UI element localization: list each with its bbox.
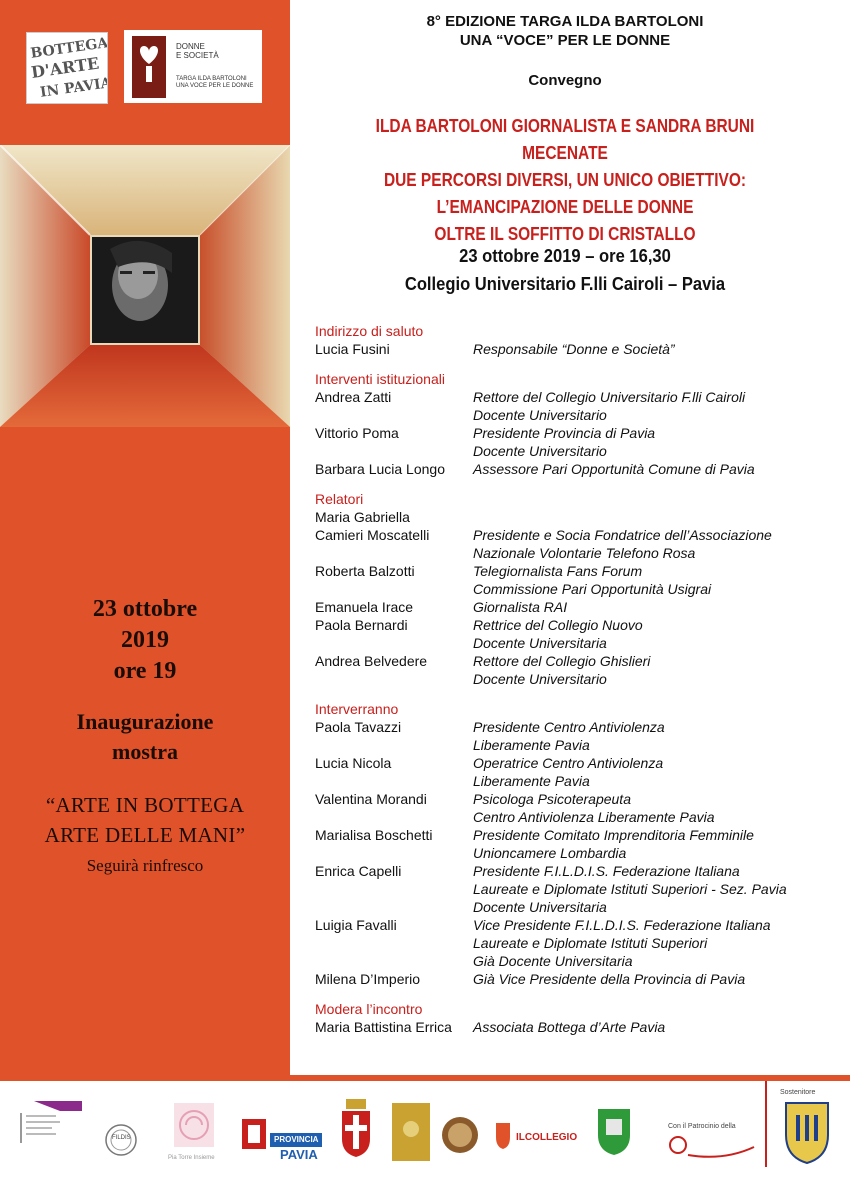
speaker-role: Laureate e Diplomate Istituti Superiori <box>473 935 708 951</box>
pavia-crest-icon <box>336 1097 376 1161</box>
speaker-name <box>315 736 473 754</box>
speaker-role: Rettore del Collegio Universitario F.lli Cairoli <box>473 389 746 405</box>
liberamente-logo <box>20 1099 82 1145</box>
speaker-name <box>315 880 473 898</box>
exhibition-name: “ARTE IN BOTTEGA ARTE DELLE MANI” <box>44 793 246 847</box>
program-list <box>315 322 835 1048</box>
refreshment-note: Seguirà rinfresco <box>86 856 204 875</box>
svg-text:D'ARTE: D'ARTE <box>29 53 101 82</box>
speaker-name <box>315 952 473 970</box>
sponsor-footer <box>0 1075 850 1190</box>
speaker-row <box>315 580 835 598</box>
speaker-row <box>315 670 835 688</box>
speaker-role: Assessore Pari Opportunità Comune di Pavia <box>473 461 755 477</box>
left-panel <box>0 0 290 1075</box>
ilcollegio-logo: ILCOLLEGIO <box>494 1119 574 1153</box>
speaker-name <box>315 670 473 688</box>
speaker-role: Vice Presidente F.I.L.D.I.S. Federazione Italiana <box>473 917 771 933</box>
section-title: Interventi istituzionali <box>315 371 445 387</box>
speaker-role: Telegiornalista Fans Forum <box>473 563 643 579</box>
speaker-name: Vittorio Poma <box>315 425 399 441</box>
speaker-name: Enrica Capelli <box>315 863 402 879</box>
speaker-row <box>315 844 835 862</box>
speaker-role: Docente Universitario <box>473 671 607 687</box>
speaker-row <box>315 562 835 580</box>
donne-logo-title: DONNE E SOCIETÀ <box>176 42 219 60</box>
speaker-role: Associata Bottega d’Arte Pavia <box>473 1019 666 1035</box>
round-seal-icon <box>440 1115 480 1155</box>
speaker-name: Marialisa Boschetti <box>315 827 433 843</box>
pia-torre-logo: Pia Torre Insieme <box>166 1097 228 1167</box>
program-section <box>315 700 835 988</box>
speaker-row <box>315 772 835 790</box>
speaker-name: Emanuela Irace <box>315 599 414 615</box>
sostenitore-logo: Sostenitore <box>780 1089 836 1165</box>
speaker-role: Responsabile “Donne e Società” <box>473 341 675 357</box>
speaker-row <box>315 460 835 478</box>
speaker-name <box>315 580 473 598</box>
speaker-role: Unioncamere Lombardia <box>473 845 627 861</box>
speaker-name <box>315 634 473 652</box>
speaker-role: Rettore del Collegio Ghislieri <box>473 653 651 669</box>
green-crest-icon <box>594 1107 634 1157</box>
program-section <box>315 370 835 478</box>
donne-logo-subtitle: TARGA ILDA BARTOLONI UNA VOCE PER LE DONNE <box>176 76 254 89</box>
speaker-row <box>315 736 835 754</box>
speaker-role: Laureate e Diplomate Istituti Superiori - Sez. Pavia <box>473 881 787 897</box>
svg-text:BOTTEGA: BOTTEGA <box>29 35 107 62</box>
speaker-role: Centro Antiviolenza Liberamente Pavia <box>473 809 715 825</box>
speaker-name <box>315 808 473 826</box>
speaker-name <box>315 934 473 952</box>
speaker-row <box>315 424 835 442</box>
exhibition-title: Inaugurazione mostra <box>76 709 214 764</box>
speaker-row <box>315 544 835 562</box>
speaker-name: Lucia Nicola <box>315 755 392 771</box>
speaker-row <box>315 970 835 988</box>
speaker-role: Presidente F.I.L.D.I.S. Federazione Italiana <box>473 863 740 879</box>
speaker-row <box>315 526 835 544</box>
speaker-role: Commissione Pari Opportunità Usigrai <box>473 581 712 597</box>
speaker-role: Liberamente Pavia <box>473 773 590 789</box>
speaker-role: Presidente e Socia Fondatrice dell’Associazione <box>473 527 772 543</box>
patrocinio-logo: Con il Patrocinio della <box>664 1121 760 1161</box>
speaker-row <box>315 616 835 634</box>
speaker-name: Maria Gabriella <box>315 509 410 525</box>
speaker-row <box>315 718 835 736</box>
speaker-row <box>315 340 835 358</box>
speaker-role: Nazionale Volontarie Telefono Rosa <box>473 545 696 561</box>
speaker-name <box>315 844 473 862</box>
donne-societa-logo <box>124 30 262 103</box>
speaker-row <box>315 862 835 880</box>
speaker-role: Rettrice del Collegio Nuovo <box>473 617 643 633</box>
speaker-row <box>315 634 835 652</box>
program-section <box>315 1000 835 1036</box>
speaker-role: Giornalista RAI <box>473 599 568 615</box>
speaker-name: Luigia Favalli <box>315 917 397 933</box>
exhibition-date: 23 ottobre 2019 ore 19 <box>92 596 198 684</box>
speaker-row <box>315 598 835 616</box>
svg-text:IN PAVIA: IN PAVIA <box>39 75 107 101</box>
provincia-pavia-logo: PROVINCIA PAVIA <box>240 1115 326 1161</box>
speaker-row <box>315 790 835 808</box>
section-title: Modera l’incontro <box>315 1001 423 1017</box>
conference-date-venue: 23 ottobre 2019 – ore 16,30 Collegio Universitario F.lli Cairoli – Pavia <box>404 246 726 294</box>
speaker-row <box>315 952 835 970</box>
speaker-row <box>315 754 835 772</box>
speaker-name: Lucia Fusini <box>315 341 390 357</box>
speaker-row <box>315 916 835 934</box>
speaker-role: Psicologa Psicoterapeuta <box>473 791 631 807</box>
speaker-role: Docente Universitaria <box>473 635 607 651</box>
fildis-seal-icon: FILDIS <box>104 1123 138 1157</box>
speaker-role: Docente Universitario <box>473 443 607 459</box>
speaker-name: Paola Tavazzi <box>315 719 402 735</box>
speaker-name: Roberta Balzotti <box>315 563 415 579</box>
speaker-role: Già Docente Universitaria <box>473 953 633 969</box>
sponsor-divider <box>765 1081 767 1167</box>
speaker-row <box>315 880 835 898</box>
speaker-name: Andrea Zatti <box>315 389 392 405</box>
speaker-role: Docente Universitaria <box>473 899 607 915</box>
speaker-row <box>315 1018 835 1036</box>
speaker-name: Andrea Belvedere <box>315 653 428 669</box>
speaker-name: Maria Battistina Errica <box>315 1019 452 1035</box>
speaker-role: Presidente Provincia di Pavia <box>473 425 656 441</box>
artwork-image <box>0 145 290 427</box>
speaker-name: Barbara Lucia Longo <box>315 461 445 477</box>
speaker-row <box>315 898 835 916</box>
speaker-row <box>315 442 835 460</box>
convegno-label: Convegno <box>528 72 602 89</box>
speaker-role: Presidente Comitato Imprenditoria Femminile <box>473 827 754 843</box>
speaker-row <box>315 508 835 526</box>
speaker-row <box>315 388 835 406</box>
footer-band <box>0 1075 850 1081</box>
speaker-row <box>315 826 835 844</box>
speaker-name <box>315 406 473 424</box>
speaker-name: Milena D’Imperio <box>315 971 421 987</box>
speaker-name: Camieri Moscatelli <box>315 527 430 543</box>
portrait-photo <box>92 237 198 343</box>
edition-heading: 8° EDIZIONE TARGA ILDA BARTOLONI UNA “VOCE” PER LE DONNE <box>426 13 704 49</box>
speaker-name <box>315 544 473 562</box>
speaker-role: Liberamente Pavia <box>473 737 590 753</box>
speaker-name <box>315 898 473 916</box>
conference-title: ILDA BARTOLONI GIORNALISTA E SANDRA BRUNI MECENATE DUE PERCORSI DIVERSI, UN UNICO OBIETTIVO: L’EMANCIPAZIONE DELLE DONNE OLTRE IL SOFFITTO DI CRISTALLO <box>375 116 755 244</box>
speaker-role: Docente Universitario <box>473 407 607 423</box>
speaker-row <box>315 934 835 952</box>
speaker-name <box>315 442 473 460</box>
gold-emblem-icon <box>392 1103 430 1161</box>
speaker-name: Valentina Morandi <box>315 791 427 807</box>
speaker-role: Operatrice Centro Antiviolenza <box>473 755 664 771</box>
speaker-role: Presidente Centro Antiviolenza <box>473 719 665 735</box>
program-section <box>315 322 835 358</box>
heart-mark-icon <box>132 36 166 98</box>
program-section <box>315 490 835 688</box>
speaker-row <box>315 652 835 670</box>
speaker-name <box>315 772 473 790</box>
speaker-row <box>315 808 835 826</box>
bottega-arte-logo <box>26 32 108 104</box>
section-title: Interverranno <box>315 701 399 717</box>
speaker-row <box>315 406 835 424</box>
speaker-role: Già Vice Presidente della Provincia di Pavia <box>473 971 746 987</box>
bottega-logo-mark <box>27 33 107 103</box>
section-title: Relatori <box>315 491 364 507</box>
section-title: Indirizzo di saluto <box>315 323 424 339</box>
speaker-name: Paola Bernardi <box>315 617 408 633</box>
